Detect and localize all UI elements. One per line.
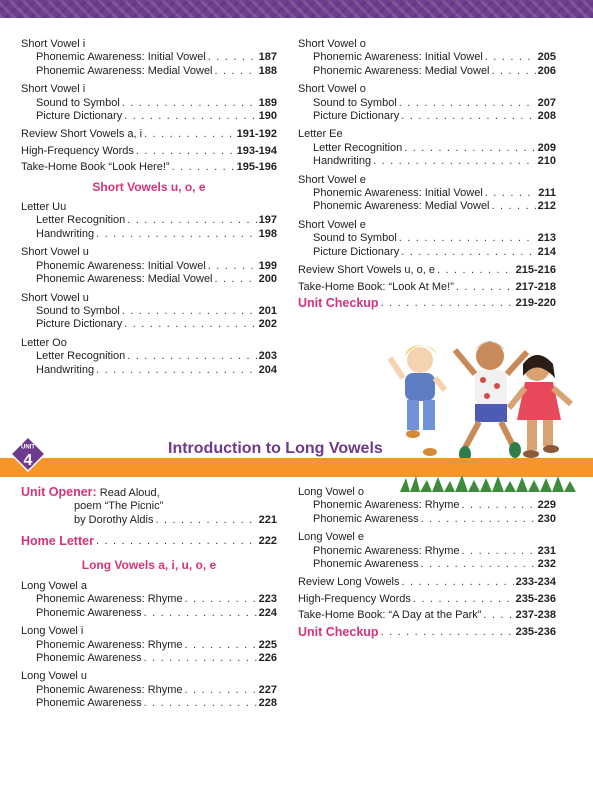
- toc-entry-label: Phonemic Awareness: [313, 512, 419, 525]
- page-number: 222: [258, 535, 277, 548]
- toc-group: [298, 83, 556, 123]
- page-number: 187: [258, 51, 277, 64]
- toc-entry[interactable]: [298, 576, 556, 589]
- toc-entry[interactable]: [21, 161, 277, 174]
- toc-entry[interactable]: [21, 228, 277, 241]
- page-number: 191-192: [236, 128, 277, 141]
- toc-group-title: Short Vowel u: [21, 246, 89, 259]
- toc-entry[interactable]: [21, 97, 277, 110]
- unit-checkup-label: Unit Checkup: [298, 295, 379, 310]
- toc-group: [298, 38, 556, 78]
- page-number: 197: [258, 214, 277, 227]
- toc-group: [298, 128, 556, 168]
- toc-entry-label: Letter Recognition: [313, 141, 403, 154]
- page-number: 215-216: [515, 264, 556, 277]
- leader-dots: [437, 264, 514, 277]
- leader-dots: [483, 609, 513, 622]
- page-number: 223: [258, 593, 277, 606]
- unit-opener-entry[interactable]: [21, 486, 277, 527]
- leader-dots: [185, 684, 257, 697]
- leader-dots: [413, 593, 514, 606]
- leader-dots: [401, 110, 535, 123]
- page-number: 229: [537, 499, 556, 512]
- toc-entry-label: Phonemic Awareness: Rhyme: [36, 593, 183, 606]
- toc-entry-label: Review Long Vowels: [298, 576, 400, 589]
- leader-dots: [215, 65, 257, 78]
- toc-entry-label: High-Frequency Words: [21, 144, 134, 157]
- toc-group-title: Long Vowel i: [21, 625, 84, 638]
- page-number: 200: [258, 273, 277, 286]
- unit-title: Introduction to Long Vowels: [168, 440, 383, 457]
- toc-entry[interactable]: [298, 558, 556, 571]
- leader-dots: [127, 214, 256, 227]
- page-number: 201: [258, 304, 277, 317]
- page-number: 232: [537, 558, 556, 571]
- leader-dots: [456, 281, 514, 294]
- toc-entry-label: Phonemic Awareness: [36, 697, 142, 710]
- toc-entry[interactable]: [21, 318, 277, 331]
- page-number: 206: [537, 64, 556, 77]
- toc-group-title: Long Vowel o: [298, 486, 365, 498]
- toc-entry-label: Phonemic Awareness: Rhyme: [36, 683, 183, 696]
- leader-dots: [144, 697, 257, 710]
- toc-group-title: Short Vowel i: [21, 83, 86, 96]
- toc-group: [21, 580, 277, 620]
- lower-right-column: [298, 486, 556, 639]
- unit-checkup-entry[interactable]: [298, 626, 556, 639]
- toc-entry[interactable]: [298, 51, 556, 64]
- page-number: 221: [258, 513, 277, 526]
- toc-entry[interactable]: [298, 232, 556, 245]
- toc-group: [298, 531, 556, 571]
- toc-entry-label: Picture Dictionary: [313, 245, 400, 258]
- page-number: 237-238: [515, 609, 556, 622]
- page-number: 189: [258, 96, 277, 109]
- toc-group: [21, 670, 277, 710]
- page-number: 231: [537, 544, 556, 557]
- toc-entry[interactable]: [298, 545, 556, 558]
- page-number: 207: [537, 96, 556, 109]
- toc-entry-label: Picture Dictionary: [36, 318, 123, 331]
- page-number: 202: [258, 318, 277, 331]
- toc-group: [21, 83, 277, 123]
- page-number: 203: [258, 350, 277, 363]
- page-number: 188: [258, 64, 277, 77]
- leader-dots: [172, 161, 235, 174]
- leader-dots: [421, 558, 536, 571]
- leader-dots: [124, 110, 256, 123]
- left-upper-column: [21, 38, 277, 382]
- leader-dots: [96, 228, 257, 241]
- leader-dots: [122, 97, 257, 110]
- home-letter-entry[interactable]: [21, 535, 277, 548]
- toc-entry-label: Phonemic Awareness: Medial Vowel: [313, 64, 490, 77]
- toc-entry[interactable]: [21, 350, 277, 363]
- right-upper-column: [298, 38, 556, 310]
- page-number: 210: [537, 155, 556, 168]
- page-number: 225: [258, 638, 277, 651]
- toc-entry[interactable]: [21, 305, 277, 318]
- toc-entry[interactable]: [298, 187, 556, 200]
- toc-entry[interactable]: [21, 128, 277, 141]
- page-number: 219-220: [515, 296, 556, 309]
- leader-dots: [492, 200, 536, 213]
- toc-entry-label: Handwriting: [313, 155, 372, 168]
- toc-entry-label: Phonemic Awareness: Initial Vowel: [313, 187, 483, 200]
- lower-left-column: [21, 486, 277, 716]
- toc-entry-label: Take-Home Book “Look Here!”: [21, 161, 170, 174]
- toc-entry-label: High-Frequency Words: [298, 592, 411, 605]
- toc-entry-label: Phonemic Awareness: Medial Vowel: [36, 64, 213, 77]
- toc-group-title: Letter Oo: [21, 336, 67, 349]
- page-number: 224: [258, 606, 277, 619]
- leader-dots: [404, 142, 535, 155]
- section-heading-short-vowels: Short Vowels u, o, e: [92, 179, 206, 194]
- leader-dots: [136, 145, 235, 158]
- toc-entry-label: Handwriting: [36, 227, 95, 240]
- toc-entry-label: Phonemic Awareness: Initial Vowel: [313, 51, 483, 64]
- page-number: 226: [258, 652, 277, 665]
- toc-entry-label: Phonemic Awareness: Medial Vowel: [36, 273, 213, 286]
- toc-entry-label: Phonemic Awareness: Medial Vowel: [313, 200, 490, 213]
- toc-entry-label: Handwriting: [36, 363, 95, 376]
- page-number: 233-234: [515, 576, 556, 589]
- toc-group-title: Short Vowel i: [21, 38, 86, 50]
- toc-entry[interactable]: [298, 609, 556, 622]
- page-number: 235-236: [515, 592, 556, 605]
- page-number: 209: [537, 141, 556, 154]
- toc-group-title: Long Vowel u: [21, 670, 88, 683]
- leader-dots: [185, 639, 257, 652]
- page-number: 190: [258, 110, 277, 123]
- toc-group-title: Short Vowel o: [298, 83, 366, 96]
- page-number: 198: [258, 227, 277, 240]
- leader-dots: [124, 318, 256, 331]
- toc-entry[interactable]: [298, 513, 556, 526]
- toc-entry[interactable]: [21, 639, 277, 652]
- toc-entry-label: Phonemic Awareness: Initial Vowel: [36, 51, 206, 64]
- unit-4-badge: [10, 436, 46, 472]
- page-number: 199: [258, 259, 277, 272]
- toc-entry-label: Sound to Symbol: [36, 304, 120, 317]
- toc-entry-label: Phonemic Awareness: Rhyme: [313, 544, 460, 557]
- unit-opener-line1: Read Aloud,: [99, 487, 160, 499]
- toc-entry[interactable]: [21, 364, 277, 377]
- toc-group: [21, 337, 277, 377]
- toc-entry[interactable]: [298, 593, 556, 606]
- page-number: 208: [537, 110, 556, 123]
- top-pattern-band: [0, 0, 593, 18]
- page-number: 211: [538, 187, 556, 200]
- toc-entry-label: Sound to Symbol: [36, 96, 120, 109]
- toc-group-title: Long Vowel e: [298, 531, 365, 544]
- unit-badge-number: 4: [23, 452, 33, 469]
- toc-entry[interactable]: [298, 246, 556, 259]
- toc-entry-label: Letter Recognition: [36, 350, 126, 363]
- leader-dots: [144, 607, 257, 620]
- unit-opener-line2: poem “The Picnic”: [74, 500, 164, 513]
- toc-entry[interactable]: [21, 684, 277, 697]
- toc-entry-label: Sound to Symbol: [313, 232, 397, 245]
- toc-entry[interactable]: [21, 145, 277, 158]
- leader-dots: [401, 246, 535, 259]
- leader-dots: [144, 652, 257, 665]
- page-number: 227: [258, 683, 277, 696]
- leader-dots: [485, 187, 536, 200]
- leader-dots: [399, 232, 536, 245]
- toc-entry-label: Take-Home Book: “A Day at the Park”: [298, 609, 482, 622]
- toc-entry-label: Phonemic Awareness: [36, 606, 142, 619]
- home-letter-label: Home Letter: [21, 534, 94, 549]
- unit-checkup-entry[interactable]: [298, 297, 556, 310]
- toc-entry[interactable]: [21, 110, 277, 123]
- toc-entry[interactable]: [21, 273, 277, 286]
- toc-entry[interactable]: [21, 260, 277, 273]
- leader-dots: [208, 260, 257, 273]
- toc-group: [21, 625, 277, 665]
- leader-dots: [402, 576, 514, 589]
- leader-dots: [208, 51, 257, 64]
- toc-entry-label: Phonemic Awareness: [36, 652, 142, 665]
- page-number: 204: [258, 363, 277, 376]
- toc-entry-label: Review Short Vowels u, o, e: [298, 264, 435, 277]
- toc-group: [21, 246, 277, 286]
- toc-group-title: Short Vowel u: [21, 291, 89, 304]
- toc-group-title: Short Vowel e: [298, 218, 366, 231]
- toc-entry-label: Picture Dictionary: [313, 110, 400, 123]
- page-number: 217-218: [515, 280, 556, 293]
- toc-entry-label: Phonemic Awareness: Rhyme: [36, 638, 183, 651]
- toc-group: [298, 486, 556, 526]
- toc-entry[interactable]: [298, 97, 556, 110]
- unit-opener-label: Unit Opener:: [21, 485, 97, 499]
- leader-dots: [96, 364, 257, 377]
- toc-entry[interactable]: [21, 593, 277, 606]
- toc-group: [298, 174, 556, 214]
- toc-entry[interactable]: [21, 214, 277, 227]
- page-number: 214: [537, 245, 556, 258]
- toc-entry[interactable]: [298, 264, 556, 277]
- toc-entry[interactable]: [21, 65, 277, 78]
- toc-entry-label: Phonemic Awareness: [313, 558, 419, 571]
- leader-dots: [381, 626, 514, 639]
- page-number: 228: [258, 697, 277, 710]
- toc-entry[interactable]: [298, 65, 556, 78]
- toc-group: [298, 219, 556, 259]
- toc-group: [21, 292, 277, 332]
- toc-entry[interactable]: [298, 499, 556, 512]
- toc-group: [21, 38, 277, 78]
- toc-entry-label: Take-Home Book: “Look At Me!”: [298, 280, 454, 293]
- toc-group: [21, 201, 277, 241]
- toc-entry[interactable]: [21, 51, 277, 64]
- toc-entry[interactable]: [21, 607, 277, 620]
- leader-dots: [215, 273, 257, 286]
- leader-dots: [462, 545, 536, 558]
- leader-dots: [421, 513, 536, 526]
- leader-dots: [122, 305, 257, 318]
- page-number: 193-194: [236, 144, 277, 157]
- unit-checkup-label: Unit Checkup: [298, 624, 379, 639]
- leader-dots: [485, 51, 536, 64]
- leader-dots: [144, 128, 235, 141]
- leader-dots: [492, 65, 536, 78]
- toc-group-title: Short Vowel o: [298, 38, 366, 50]
- unit-badge-word: UNIT: [21, 444, 35, 451]
- leader-dots: [185, 593, 257, 606]
- toc-entry-label: Phonemic Awareness: Initial Vowel: [36, 259, 206, 272]
- toc-entry-label: Letter Recognition: [36, 214, 126, 227]
- unit-opener-line3: by Dorothy Aldis: [74, 513, 154, 526]
- toc-group-title: Short Vowel e: [298, 173, 366, 186]
- toc-group-title: Letter Ee: [298, 128, 343, 141]
- toc-entry[interactable]: [298, 200, 556, 213]
- leader-dots: [155, 514, 256, 527]
- leader-dots: [381, 297, 514, 310]
- toc-entry[interactable]: [298, 281, 556, 294]
- leader-dots: [373, 155, 536, 168]
- page-number: 235-236: [515, 625, 556, 638]
- toc-group-title: Long Vowel a: [21, 580, 88, 593]
- toc-entry-label: Review Short Vowels a, i: [21, 128, 143, 141]
- page-number: 195-196: [236, 161, 277, 174]
- toc-entry-label: Phonemic Awareness: Rhyme: [313, 499, 460, 512]
- leader-dots: [462, 499, 536, 512]
- toc-entry[interactable]: [298, 155, 556, 168]
- toc-entry-label: Sound to Symbol: [313, 96, 397, 109]
- leader-dots: [127, 350, 256, 363]
- leader-dots: [399, 97, 536, 110]
- page-number: 213: [537, 232, 556, 245]
- page-number: 230: [537, 512, 556, 525]
- toc-entry[interactable]: [21, 652, 277, 665]
- page-number: 205: [537, 51, 556, 64]
- toc-entry[interactable]: [298, 110, 556, 123]
- toc-entry[interactable]: [21, 697, 277, 710]
- toc-group-title: Letter Uu: [21, 201, 67, 214]
- section-heading-long-vowels: Long Vowels a, i, u, o, e: [81, 557, 217, 572]
- toc-entry-label: Picture Dictionary: [36, 110, 123, 123]
- leader-dots: [96, 535, 257, 548]
- toc-entry[interactable]: [298, 142, 556, 155]
- page-number: 212: [537, 200, 556, 213]
